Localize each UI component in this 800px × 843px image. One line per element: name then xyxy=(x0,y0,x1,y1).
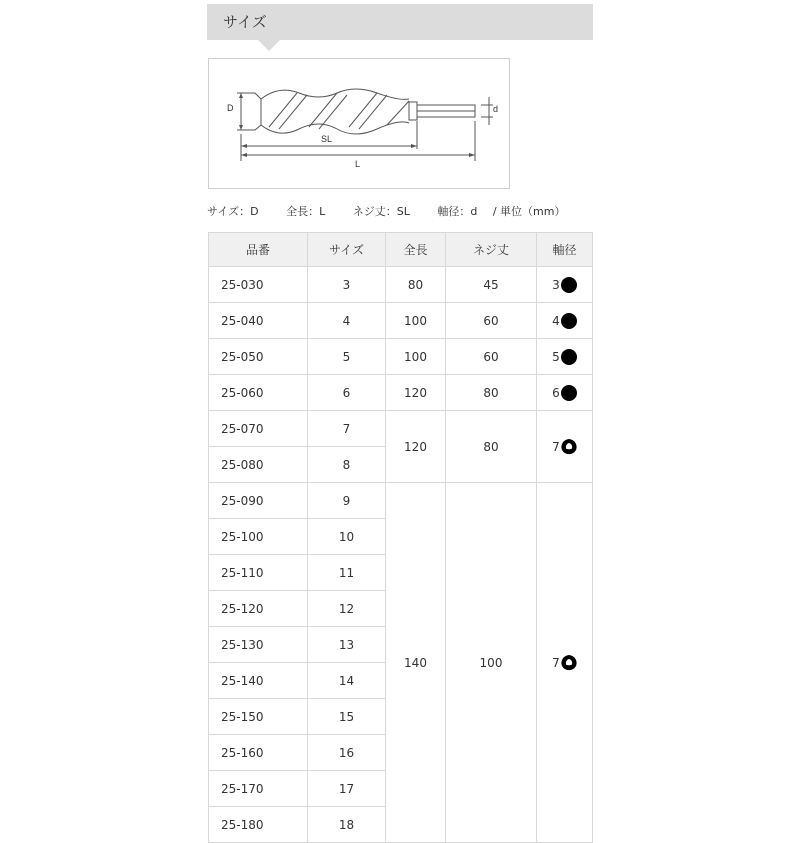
cell-size: 5 xyxy=(308,339,386,375)
shaft-diameter: 5 xyxy=(552,349,560,364)
header-arrow-icon xyxy=(258,40,280,51)
cell-size: 4 xyxy=(308,303,386,339)
diagram-label-d: d xyxy=(493,104,499,114)
header-code: 品番 xyxy=(209,233,308,267)
cell-size: 9 xyxy=(308,483,386,519)
round-shaft-icon xyxy=(561,313,577,329)
header-thread: ネジ丈 xyxy=(446,233,537,267)
cell-code: 25-090 xyxy=(209,483,308,519)
section-title: サイズ xyxy=(223,13,267,31)
cell-size: 18 xyxy=(308,807,386,843)
cell-code: 25-140 xyxy=(209,663,308,699)
dimension-legend xyxy=(207,203,565,219)
cell-size: 15 xyxy=(308,699,386,735)
cell-size: 6 xyxy=(308,375,386,411)
round-shaft-icon xyxy=(561,385,577,401)
cell-shaft xyxy=(537,267,593,303)
cell-thread: 60 xyxy=(446,339,537,375)
header-length: 全長 xyxy=(386,233,446,267)
shaft-diameter: 6 xyxy=(552,385,560,400)
legend-thread: ネジ丈：SL xyxy=(352,205,410,218)
cell-size: 10 xyxy=(308,519,386,555)
diagram-label-SL: SL xyxy=(321,134,333,144)
cell-length: 120 xyxy=(386,375,446,411)
legend-unit: / 単位（mm） xyxy=(492,205,566,218)
shaft-diameter: 4 xyxy=(552,313,560,328)
cell-code: 25-150 xyxy=(209,699,308,735)
cell-shaft xyxy=(537,339,593,375)
cell-code: 25-120 xyxy=(209,591,308,627)
cell-code: 25-040 xyxy=(209,303,308,339)
shaft-diameter: 3 xyxy=(552,277,560,292)
cell-length: 140 xyxy=(386,483,446,843)
table-row xyxy=(209,375,593,411)
cell-code: 25-080 xyxy=(209,447,308,483)
cell-size: 3 xyxy=(308,267,386,303)
cell-thread: 60 xyxy=(446,303,537,339)
section-header xyxy=(207,4,593,40)
diagram-label-L: L xyxy=(355,159,361,169)
cell-size: 11 xyxy=(308,555,386,591)
table-row xyxy=(209,483,593,519)
cell-thread: 80 xyxy=(446,411,537,483)
cell-thread: 100 xyxy=(446,483,537,843)
cell-thread: 80 xyxy=(446,375,537,411)
header-shaft: 軸径 xyxy=(537,233,593,267)
table-row xyxy=(209,303,593,339)
cell-code: 25-170 xyxy=(209,771,308,807)
table-row xyxy=(209,411,593,447)
cell-size: 14 xyxy=(308,663,386,699)
diagram-label-D: D xyxy=(227,103,234,113)
drill-bit-drawing xyxy=(209,59,509,188)
shaft-diameter: 7 xyxy=(552,439,560,454)
drill-bit-diagram xyxy=(208,58,510,189)
table-header-row xyxy=(209,233,593,267)
tri-flat-shaft-icon xyxy=(561,439,577,455)
cell-shaft xyxy=(537,483,593,843)
cell-shaft xyxy=(537,303,593,339)
cell-code: 25-050 xyxy=(209,339,308,375)
round-shaft-icon xyxy=(561,349,577,365)
table-row xyxy=(209,339,593,375)
cell-code: 25-130 xyxy=(209,627,308,663)
cell-length: 100 xyxy=(386,339,446,375)
cell-size: 13 xyxy=(308,627,386,663)
cell-size: 17 xyxy=(308,771,386,807)
cell-length: 100 xyxy=(386,303,446,339)
cell-thread: 45 xyxy=(446,267,537,303)
cell-code: 25-160 xyxy=(209,735,308,771)
legend-length: 全長：L xyxy=(286,205,326,218)
cell-shaft xyxy=(537,375,593,411)
cell-size: 7 xyxy=(308,411,386,447)
table-row xyxy=(209,267,593,303)
cell-size: 8 xyxy=(308,447,386,483)
legend-size: サイズ：D xyxy=(207,205,259,218)
round-shaft-icon xyxy=(561,277,577,293)
spec-table xyxy=(208,232,593,843)
cell-size: 12 xyxy=(308,591,386,627)
header-size: サイズ xyxy=(308,233,386,267)
tri-flat-shaft-icon xyxy=(561,655,577,671)
cell-length: 120 xyxy=(386,411,446,483)
cell-length: 80 xyxy=(386,267,446,303)
cell-code: 25-070 xyxy=(209,411,308,447)
cell-code: 25-100 xyxy=(209,519,308,555)
legend-shaft: 軸径：d xyxy=(437,205,478,218)
cell-code: 25-110 xyxy=(209,555,308,591)
cell-size: 16 xyxy=(308,735,386,771)
shaft-diameter: 7 xyxy=(552,655,560,670)
cell-code: 25-060 xyxy=(209,375,308,411)
cell-code: 25-030 xyxy=(209,267,308,303)
cell-shaft xyxy=(537,411,593,483)
cell-code: 25-180 xyxy=(209,807,308,843)
